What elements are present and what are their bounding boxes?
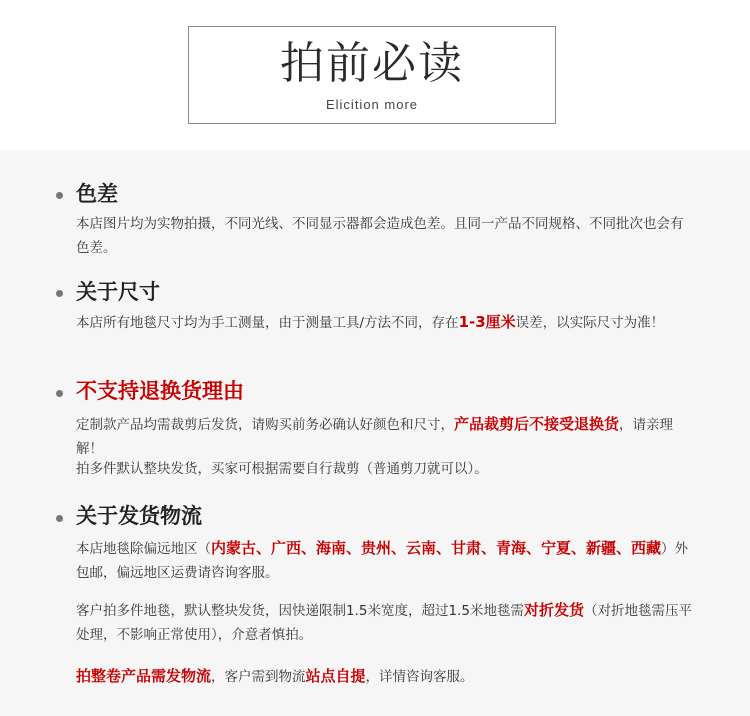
- bullet-dot: [56, 390, 63, 397]
- page-title: 拍前必读: [280, 38, 464, 89]
- section-text: 拍多件默认整块发货，买家可根据需要自行裁剪（普通剪刀就可以）。: [76, 461, 488, 477]
- header: [0, 0, 750, 150]
- pickup-highlight: 站点自提: [305, 667, 366, 685]
- section-text: [76, 412, 696, 461]
- bullet-dot: [56, 290, 63, 297]
- section-text: [76, 598, 696, 647]
- section-text: [76, 664, 696, 689]
- content-area: [0, 150, 750, 716]
- title-box: [188, 26, 556, 124]
- shipping-text-part: 本店地毯除偏远地区（: [76, 541, 211, 557]
- shipping-regions-highlight: 内蒙古、广西、海南、贵州、云南、甘肃、青海、宁夏、新疆、西藏: [211, 539, 662, 557]
- section-heading: 关于尺寸: [76, 280, 160, 304]
- shipping-text-part: ，详情咨询客服。: [365, 669, 474, 685]
- returns-text-part: ，请亲理解！: [76, 417, 674, 457]
- section-heading: 关于发货物流: [76, 504, 202, 528]
- section-text: [76, 536, 696, 585]
- shipping-text-part: （对折地毯需压平处理，不影响正常使用），介意者慎拍。: [76, 603, 692, 643]
- section-heading: 色差: [76, 182, 118, 206]
- fold-shipping-highlight: 对折发货: [523, 601, 584, 619]
- bullet-dot: [56, 515, 63, 522]
- shipping-text-part: ）外包邮，偏远地区运费请咨询客服。: [76, 541, 689, 581]
- shipping-text-part: ，客户需到物流: [211, 669, 306, 685]
- roll-logistics-highlight: 拍整卷产品需发物流: [76, 667, 212, 685]
- size-text-part: 误差，以实际尺寸为准！: [515, 315, 665, 331]
- section-heading: 不支持退换货理由: [76, 379, 244, 403]
- size-highlight: 1-3厘米: [458, 313, 516, 331]
- shipping-text-part: 客户拍多件地毯，默认整块发货，因快递限制1.5米宽度，超过1.5米地毯需: [76, 603, 524, 619]
- returns-highlight: 产品裁剪后不接受退换货: [454, 415, 620, 433]
- section-text: 本店图片均为实物拍摄，不同光线、不同显示器都会造成色差。且同一产品不同规格、不同批次也会有色差。: [76, 216, 684, 256]
- size-text-part: 本店所有地毯尺寸均为手工测量，由于测量工具/方法不同，存在: [76, 315, 459, 331]
- page-subtitle: Elicition more: [325, 97, 419, 112]
- bullet-dot: [56, 192, 63, 199]
- section-text: [76, 310, 696, 335]
- returns-text-part: 定制款产品均需裁剪后发货，请购买前务必确认好颜色和尺寸，: [76, 417, 454, 433]
